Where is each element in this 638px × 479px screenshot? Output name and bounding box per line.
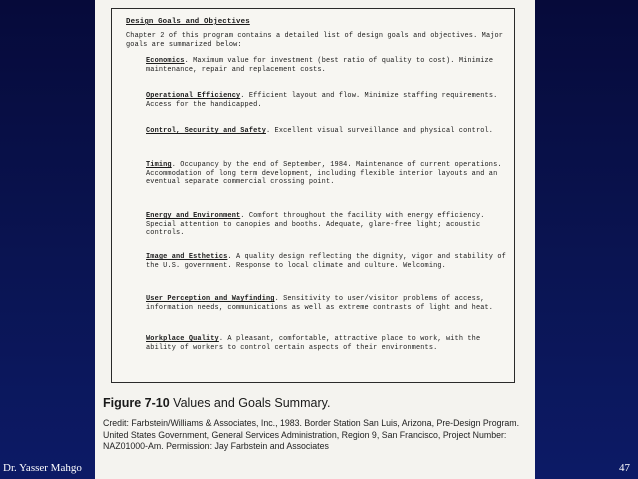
goal-title: Economics	[146, 57, 185, 65]
section-heading: Design Goals and Objectives	[126, 18, 250, 26]
goal-text: . Maximum value for investment (best ratio of quality to cost). Minimize maintenance, repair and replacement costs.	[146, 57, 494, 74]
goal-text: . A quality design reflecting the dignity, vigor and stability of the U.S. government. Response to local climate and culture. Welcoming.	[146, 253, 506, 270]
goal-text: . Sensitivity to user/visitor problems of access, information needs, communications as well as extreme contrasts of light and heat.	[146, 295, 494, 312]
goal-item	[146, 253, 508, 270]
goal-item	[146, 161, 508, 187]
goal-item	[146, 335, 508, 352]
scanned-page	[95, 0, 535, 479]
figure-title: Values and Goals Summary.	[173, 396, 331, 410]
goal-item	[146, 127, 508, 136]
goal-text: . Comfort throughout the facility with energy efficiency. Special attention to canopies and booths. Adequate, glare-free light; acoustic controls.	[146, 212, 485, 238]
goal-item	[146, 212, 508, 238]
goal-title: Energy and Environment	[146, 212, 241, 220]
goal-title: Control, Security and Safety	[146, 127, 266, 135]
footer-author: Dr. Yasser Mahgo	[3, 462, 82, 474]
goal-item	[146, 295, 508, 312]
goal-title: Image and Esthetics	[146, 253, 228, 261]
goal-text: . Efficient layout and flow. Minimize staffing requirements. Access for the handicapped.	[146, 92, 498, 109]
figure-caption-title	[103, 396, 330, 410]
intro-paragraph: Chapter 2 of this program contains a detailed list of design goals and objectives. Major goals are summarized below:	[126, 32, 504, 49]
goal-text: . Occupancy by the end of September, 1984. Maintenance of current operations. Accommodation of long term development, including flexible interior layouts and an eventual separate commercial crossing point.	[146, 161, 502, 187]
goals-box	[111, 8, 515, 383]
goal-item	[146, 57, 508, 74]
goal-text: . Excellent visual surveillance and physical control.	[265, 127, 494, 135]
figure-number: Figure 7-10	[103, 396, 170, 410]
goal-title: Operational Efficiency	[146, 92, 241, 100]
goal-title: Timing	[146, 161, 172, 169]
slide-number: 47	[619, 462, 630, 474]
goal-text: . A pleasant, comfortable, attractive place to work, with the ability of workers to control certain aspects of their environments.	[146, 335, 481, 352]
goal-title: User Perception and Wayfinding	[146, 295, 275, 303]
figure-credit: Credit: Farbstein/Williams & Associates, Inc., 1983. Border Station San Luis, Arizona, Pre-Design Program. United States Government, General Services Administration, Region 9, San Francisco, Project Number: NAZ01000-Am. Permission: Jay Farbstein and Associates	[103, 418, 520, 452]
goal-title: Workplace Quality	[146, 335, 219, 343]
goal-item	[146, 92, 508, 109]
